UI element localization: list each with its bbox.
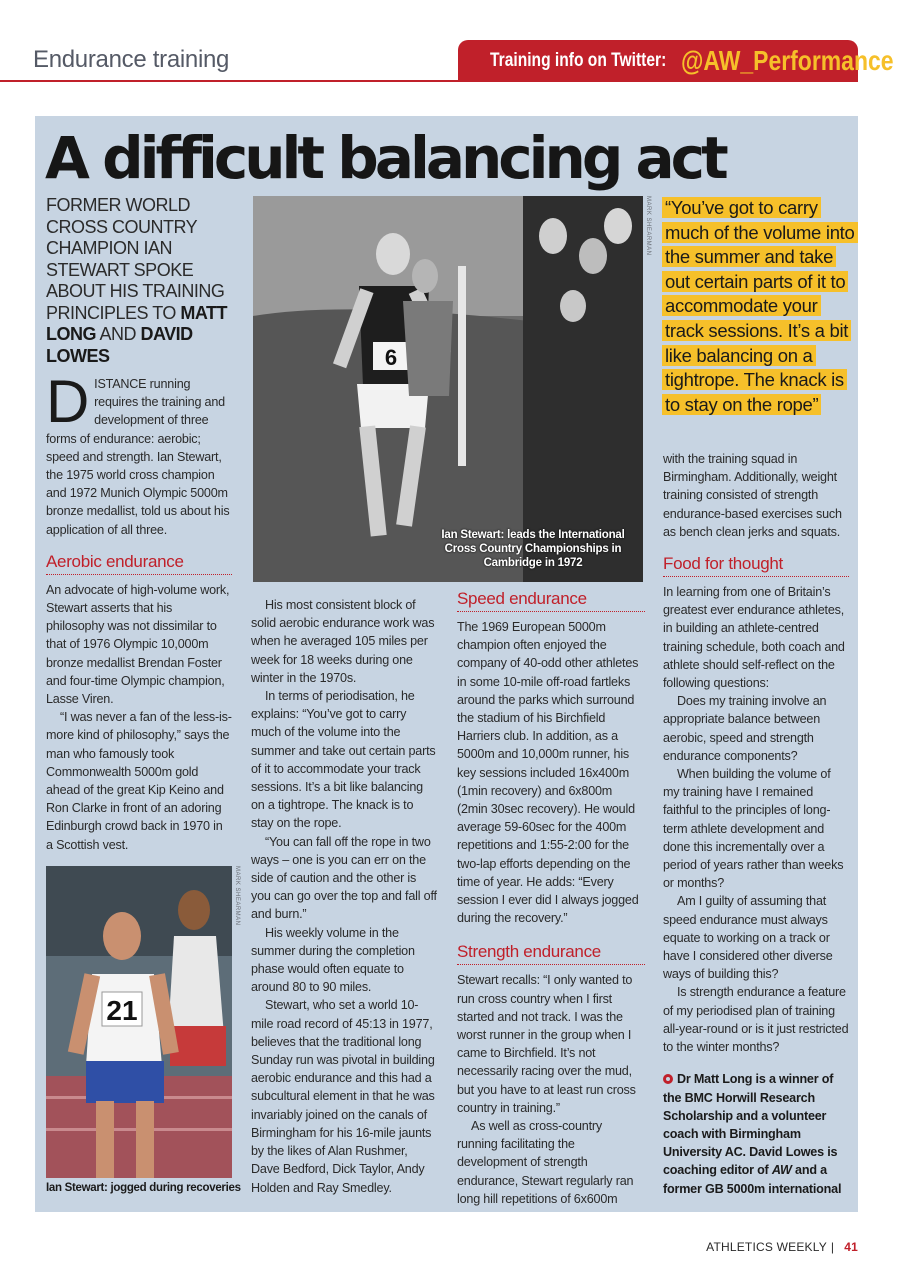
twitter-tab[interactable] [458,40,894,82]
bio-text-a: Dr Matt Long is a winner of the BMC Horwill Research Scholarship and a volunteer coach with Birmingham University AC. David Lowes is coaching editor of [663,1072,838,1178]
article-panel [35,116,858,1212]
bullet-circle-icon [663,1074,673,1084]
col2-paragraph-2: In terms of periodisation, he explains: “You’ve got to carry much of the volume into the summer and take out certain parts of it to accommodate your track sessions. It’s a bit like balancing on a tightrope. The knack is to stay on the rope. [251,689,436,831]
bio-text-b: and a former GB 5000m international [663,1163,842,1196]
col2-paragraph-1: His most consistent block of solid aerobic endurance work was when he averaged 105 miles per week for 18 weeks during one winter in the 1970s. [251,598,435,685]
standfirst-and: AND [96,324,141,344]
photo-stewart-cross-country-image [253,196,643,582]
standfirst-author-1: MATT LONG [46,302,228,344]
aerobic-paragraph-1: An advocate of high-volume work, Stewart asserts that his philosophy was not dissimilar to that of 1976 Olympic 10,000m bronze medallist Brendan Foster and four-time Olympic champion, Lasse Viren. [46,582,230,707]
main-photo-bib: 6 [384,345,398,370]
aerobic-paragraph-2: “I was never a fan of the less-is-more kind of philosophy,” says the man who famously took Commonwealth 5000m gold ahead of the great Kip Keino and Ron Clarke in front of an adoring Edinburgh crowd back in 1970 in a Scottish vest. [46,710,232,852]
footer-magazine: ATHLETICS WEEKLY [706,1240,827,1254]
photo-stewart-cross-country [253,196,643,582]
small-photo-bib: 21 [106,995,138,1026]
intro-paragraph [46,368,232,539]
section-label: Endurance training [33,46,230,73]
subhead-aerobic: Aerobic endurance [46,551,232,575]
header-rule [0,80,460,82]
food-paragraph-5: Is strength endurance a feature of my periodised plan of training all-year-round or is it just restricted to the winter months? [663,985,849,1055]
food-paragraph-1: In learning from one of Britain’s greatest ever endurance athletes, in building an athlete-centred training schedule, both coach and athlete should self-reflect on the following questions: [663,585,845,691]
twitter-handle[interactable]: @AW_Performance [680,45,894,76]
main-photo-credit: MARK SHEARMAN [645,196,651,256]
column-2 [251,596,437,1197]
dropcap: D [46,368,90,435]
author-bio [663,1070,849,1197]
main-photo-caption: Ian Stewart: leads the International Cross Country Championships in Cambridge in 1972 [441,529,625,569]
headline: A difficult balancing act [45,124,725,192]
pull-quote-text: “You’ve got to carry much of the volume into the summer and take out certain parts of it to accommodate your track sessions. It’s a bit like balancing on a tightrope. The knack is to stay on the rope” [662,197,858,415]
photo-stewart-track-image [46,866,232,1178]
col2-paragraph-4: His weekly volume in the summer during the completion phase would often equate to around 80 to 90 miles. [251,925,415,995]
pull-quote [662,196,857,417]
twitter-label: Training info on Twitter: [490,50,667,71]
col2-paragraph-3: “You can fall off the rope in two ways – one is you can err on the side of caution and the other is you can go over the top and fall off and burn.” [251,834,437,922]
column-3 [457,578,645,1208]
page-footer [706,1240,858,1254]
food-paragraph-3: When building the volume of my training have I remained faithful to the principles of long-term athlete development and done this incrementally over a period of years rather than weeks or months? [663,767,844,891]
food-paragraph-2: Does my training involve an appropriate balance between aerobic, speed and strength endurance components? [663,694,827,763]
standfirst-lead: FORMER WORLD CROSS COUNTRY CHAMPION IAN STEWART SPOKE ABOUT HIS TRAINING PRINCIPLES TO [46,195,225,323]
food-paragraph-4: Am I guilty of assuming that speed endurance must always equate to working on a track or have I considered other diverse ways of building this? [663,894,833,982]
column-4 [663,450,849,1198]
col4-paragraph-1: with the training squad in Birmingham. Additionally, weight training consisted of strength endurance-based exercises such as bench clean jerks and squats. [663,452,842,539]
strength-paragraph-2: As well as cross-country running facilitating the development of strength endurance, Stewart regularly ran long hill repetitions of 6x600m [457,1119,634,1206]
page-number: 41 [844,1240,858,1254]
footer-separator: | [830,1240,835,1254]
subhead-strength: Strength endurance [457,941,645,965]
intro-text: ISTANCE running requires the training and development of three forms of endurance: aerobic; speed and strength. Ian Stewart, the 1975 world cross champion and 1972 Munich Olympic 5000m bronze medallist, told us about his application of all three. [46,377,230,537]
col2-paragraph-5: Stewart, who set a world 10-mile road record of 45:13 in 1977, believes that the traditional long Sunday run was pivotal in building aerobic endurance and this had a subcultural element in that he was invariably joined on the canals of Birmingham for his 16-mile jaunts by the likes of Alan Rushmer, Dave Bedford, Dick Taylor, Andy Holden and Ray Smedley. [251,998,435,1195]
photo-stewart-track [46,866,232,1178]
standfirst [46,195,236,367]
small-photo-credit: MARK SHEARMAN [234,866,240,926]
column-1 [46,368,232,854]
bio-magazine: AW [771,1163,792,1178]
small-photo-caption: Ian Stewart: jogged during recoveries [46,1182,241,1194]
subhead-food: Food for thought [663,553,849,577]
standfirst-author-2: DAVID LOWES [46,324,193,366]
strength-paragraph-1: Stewart recalls: “I only wanted to run cross country when I first started and not track. I was the worst runner in the group when I came to Birchfield. It’s not necessarily racing over the mud, but you have to at least run cross country in training.” [457,973,636,1115]
speed-paragraph-1: The 1969 European 5000m champion often enjoyed the company of 40-odd other athletes in some 10-mile off-road fartleks around the parks which surround the stadium of his Birchfield Harriers club. In addition, as a 5000m and 10,000m runner, his key sessions included 16x400m (1min recovery) and 6x800m (2min 30sec recovery). He would average 59-60sec for the 400m repetitions and 1:55-2:00 for the two-lap efforts depending on the time of year. He adds: “Every session I ever did I always jogged during the recovery.” [457,620,639,926]
subhead-speed: Speed endurance [457,588,645,612]
